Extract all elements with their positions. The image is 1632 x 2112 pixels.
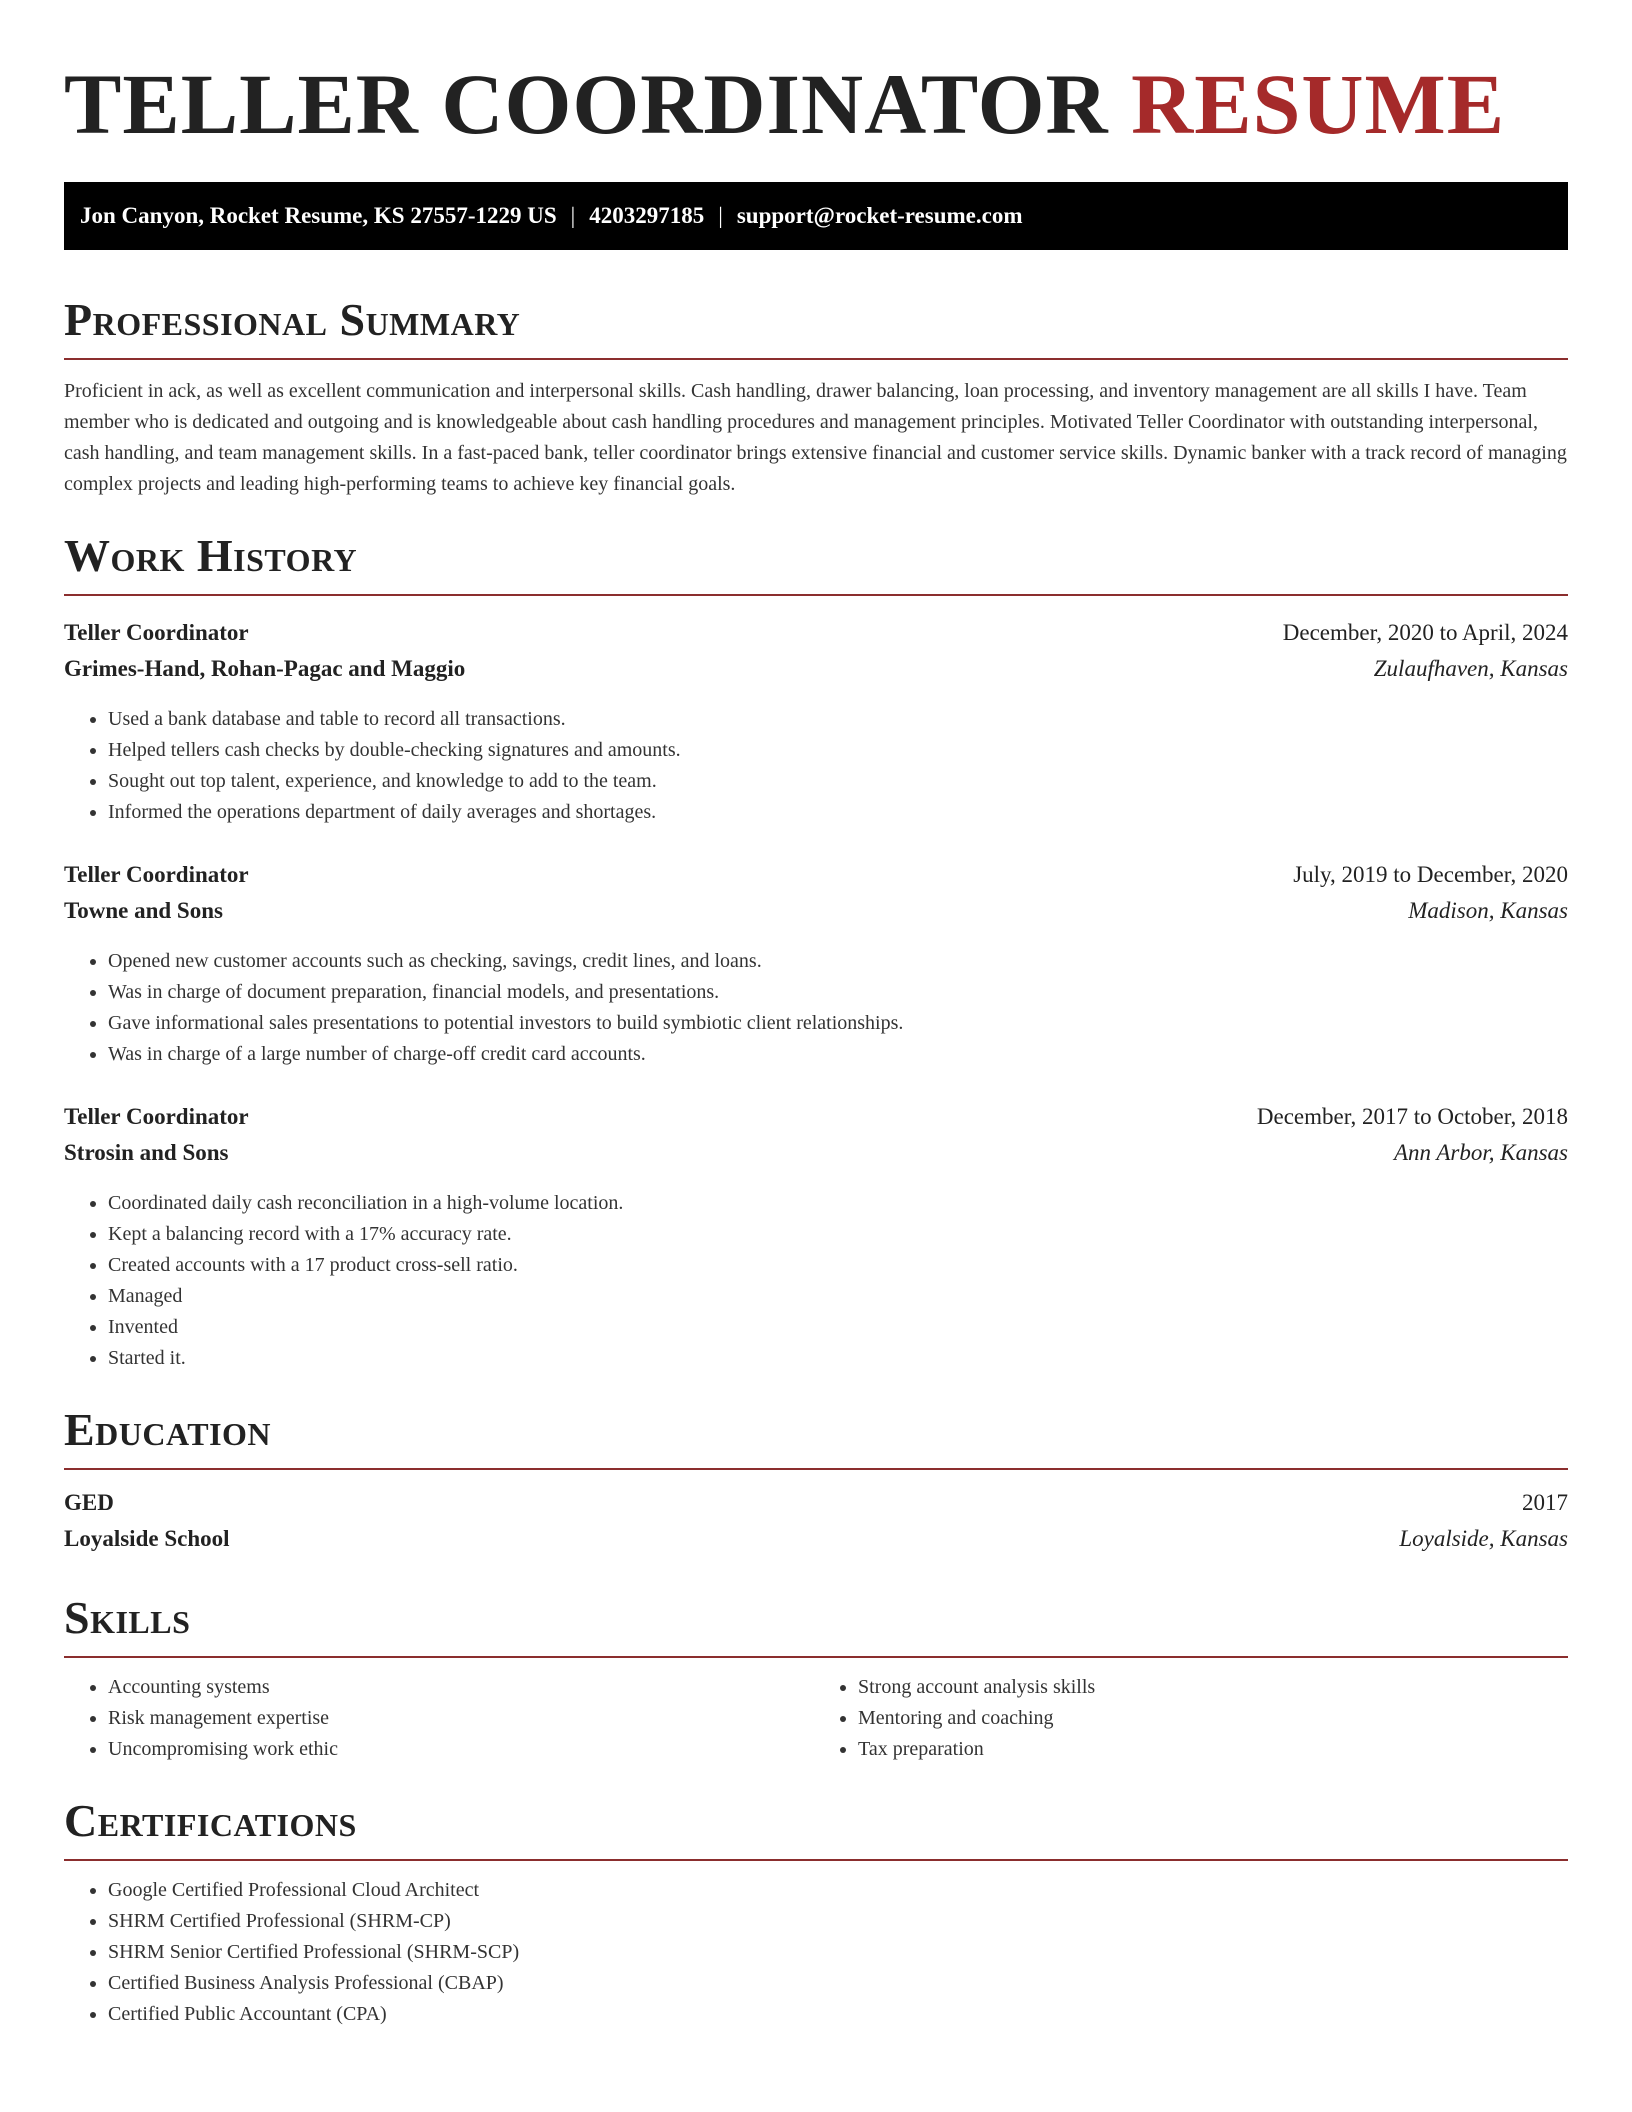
job-bullet: • Managed bbox=[108, 1281, 1568, 1312]
skills-columns bbox=[64, 1672, 1568, 1765]
job-entry bbox=[64, 1104, 1568, 1374]
skills-list-left bbox=[64, 1672, 816, 1765]
certification-item: • Certified Public Accountant (CPA) bbox=[108, 1999, 1568, 2030]
skill-item: • Uncompromising work ethic bbox=[108, 1734, 816, 1765]
work-history-section bbox=[64, 530, 1568, 1374]
contact-email: support@rocket-resume.com bbox=[736, 203, 1023, 228]
certification-item: • SHRM Certified Professional (SHRM-CP) bbox=[108, 1906, 1568, 1937]
skill-item: • Accounting systems bbox=[108, 1672, 816, 1703]
skill-item: • Risk management expertise bbox=[108, 1703, 816, 1734]
section-divider bbox=[64, 1468, 1568, 1470]
contact-address: Jon Canyon, Rocket Resume, KS 27557-1229 US bbox=[80, 203, 557, 228]
job-bullet: • Gave informational sales presentations to potential investors to build symbiotic client relationships. bbox=[108, 1008, 1568, 1039]
summary-heading: Professional Summary bbox=[64, 294, 521, 345]
job-dates: December, 2017 to October, 2018 bbox=[1256, 1104, 1568, 1129]
education-location: Loyalside, Kansas bbox=[1399, 1526, 1568, 1551]
section-divider bbox=[64, 594, 1568, 596]
certification-item: • Google Certified Professional Cloud Architect bbox=[108, 1875, 1568, 1906]
section-divider bbox=[64, 1859, 1568, 1861]
job-bullet: • Informed the operations department of daily averages and shortages. bbox=[108, 797, 1568, 828]
contact-separator: | bbox=[570, 203, 576, 228]
job-location: Zulaufhaven, Kansas bbox=[1373, 656, 1568, 681]
title-main: TELLER COORDINATOR bbox=[64, 56, 1109, 152]
skills-list-right bbox=[816, 1672, 1568, 1765]
certification-item: • Certified Business Analysis Professional (CBAP) bbox=[108, 1968, 1568, 1999]
skills-heading: Skills bbox=[64, 1592, 191, 1643]
job-company: Grimes-Hand, Rohan-Pagac and Maggio bbox=[64, 656, 466, 681]
job-title: Teller Coordinator bbox=[64, 1104, 249, 1129]
certification-item: • SHRM Senior Certified Professional (SHRM-SCP) bbox=[108, 1937, 1568, 1968]
certifications-section bbox=[64, 1795, 1568, 2030]
job-bullet: • Invented bbox=[108, 1312, 1568, 1343]
job-company: Towne and Sons bbox=[64, 898, 223, 923]
job-bullets bbox=[64, 1188, 1568, 1374]
section-divider bbox=[64, 358, 1568, 360]
job-bullet: • Helped tellers cash checks by double-checking signatures and amounts. bbox=[108, 735, 1568, 766]
job-bullets bbox=[64, 946, 1568, 1070]
job-entry bbox=[64, 620, 1568, 828]
work-history-heading: Work History bbox=[64, 530, 358, 581]
certifications-list bbox=[64, 1875, 1568, 2030]
education-year: 2017 bbox=[1522, 1490, 1568, 1515]
job-company: Strosin and Sons bbox=[64, 1140, 229, 1165]
skill-item: • Mentoring and coaching bbox=[858, 1703, 1568, 1734]
job-bullet: • Was in charge of a large number of charge-off credit card accounts. bbox=[108, 1039, 1568, 1070]
job-bullet: • Kept a balancing record with a 17% accuracy rate. bbox=[108, 1219, 1568, 1250]
summary-text: Proficient in ack, as well as excellent communication and interpersonal skills. Cash handling, drawer balancing, loan processing, and inventory management are all skills I have. Team member who is dedicated and outgoing and is knowledgeable about cash handling procedures and management principles. Motivated Teller Coordinator with outstanding interpersonal, cash handling, and team management skills. In a fast-paced bank, teller coordinator brings extensive financial and customer service skills. Dynamic banker with a track record of managing complex projects and leading high-performing teams to achieve key financial goals. bbox=[64, 380, 1567, 495]
contact-phone: 4203297185 bbox=[589, 203, 705, 228]
education-entry bbox=[64, 1490, 1568, 1562]
certifications-heading: Certifications bbox=[64, 1795, 357, 1846]
skills-section bbox=[64, 1592, 1568, 1765]
section-divider bbox=[64, 1656, 1568, 1658]
job-bullet: • Opened new customer accounts such as checking, savings, credit lines, and loans. bbox=[108, 946, 1568, 977]
contact-bar bbox=[64, 182, 1568, 250]
job-title: Teller Coordinator bbox=[64, 862, 249, 887]
education-school: Loyalside School bbox=[64, 1526, 230, 1551]
job-bullet: • Was in charge of document preparation, financial models, and presentations. bbox=[108, 977, 1568, 1008]
job-dates: December, 2020 to April, 2024 bbox=[1282, 620, 1568, 645]
education-heading: Education bbox=[64, 1404, 272, 1455]
job-entry bbox=[64, 862, 1568, 1070]
education-section bbox=[64, 1404, 1568, 1562]
job-bullet: • Coordinated daily cash reconciliation in a high-volume location. bbox=[108, 1188, 1568, 1219]
job-bullet: • Used a bank database and table to record all transactions. bbox=[108, 704, 1568, 735]
job-dates: July, 2019 to December, 2020 bbox=[1293, 862, 1568, 887]
job-title: Teller Coordinator bbox=[64, 620, 249, 645]
skill-item: • Strong account analysis skills bbox=[858, 1672, 1568, 1703]
job-location: Madison, Kansas bbox=[1408, 898, 1568, 923]
title-accent: RESUME bbox=[1131, 56, 1506, 152]
job-bullet: • Started it. bbox=[108, 1343, 1568, 1374]
contact-separator: | bbox=[718, 203, 723, 228]
education-degree: GED bbox=[64, 1490, 114, 1515]
job-bullets bbox=[64, 704, 1568, 828]
resume-title bbox=[64, 56, 1568, 152]
job-bullet: • Created accounts with a 17 product cross-sell ratio. bbox=[108, 1250, 1568, 1281]
summary-section bbox=[64, 294, 1568, 500]
job-bullet: • Sought out top talent, experience, and knowledge to add to the team. bbox=[108, 766, 1568, 797]
job-location: Ann Arbor, Kansas bbox=[1393, 1140, 1568, 1165]
skill-item: • Tax preparation bbox=[858, 1734, 1568, 1765]
